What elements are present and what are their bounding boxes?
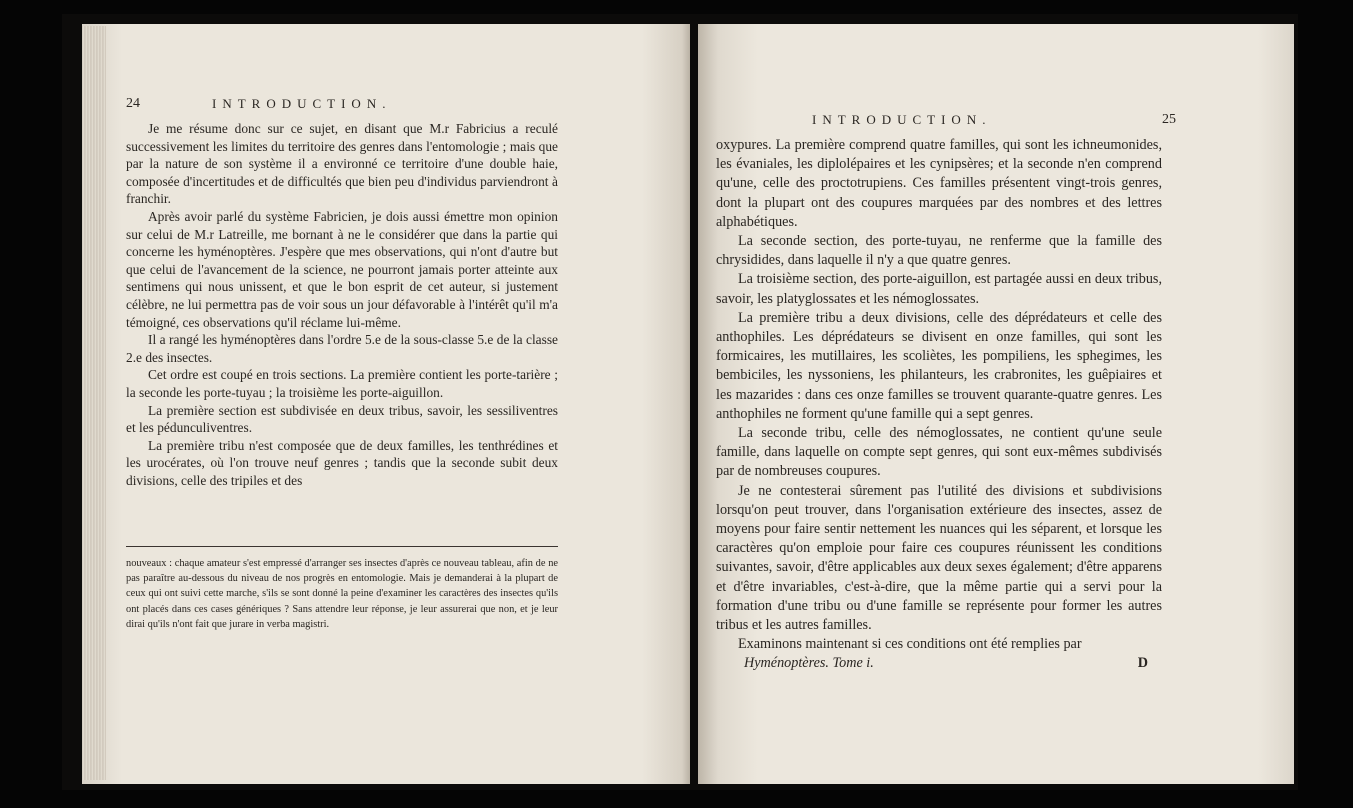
paragraph: La seconde tribu, celle des némoglossates, ne contient qu'une seule famille, dans laquelle on compte sept genres, qui sont eux-mêmes subdivisés par de nombreuses coupures. bbox=[716, 425, 1162, 480]
paragraph: La première tribu a deux divisions, celle des déprédateurs et celle des anthophiles. Les déprédateurs se divisent en onze familles, qui sont les formicaires, les mutillaires, les scoliètes, les pompiliens, les sphegimes, les bembiciles, les nyssoniens, les philanteurs, les crabronites, les guêpiaires et les mazarides : dans ces onze familles se trouvent quarante-quatre genres. Les anthophiles ne forment qu'une famille qui a sept genres. bbox=[716, 309, 1162, 422]
paragraph: Je me résume donc sur ce sujet, en disant que M.r Fabricius a reculé successivement les limites du territoire des genres dans l'entomologie ; mais que par la nature de son système il a environné ce territoire d'une double haie, composée d'incertitudes et de difficultés que bien peu d'individus parviendront à franchir. bbox=[126, 121, 558, 207]
paragraph: Il a rangé les hyménoptères dans l'ordre 5.e de la sous-classe 5.e de la classe 2.e des insectes. bbox=[126, 332, 558, 365]
left-head-title: INTRODUCTION. bbox=[212, 96, 392, 111]
right-body-text bbox=[716, 136, 1162, 674]
signature-text: Hyménoptères. Tome i. bbox=[744, 655, 874, 672]
paragraph: Je ne contesterai sûrement pas l'utilité des divisions et subdivisions lorsqu'on peut trouver, dans l'organisation extérieure des insectes, assez de moyens pour faire sentir nettement les nuances qui les séparent, et lorsque les caractères qu'on emploie pour faire ces coupures réunissent les conditions suivantes, savoir, d'être applicables aux deux sexes également; d'être apparens et d'être invariables, c'est-à-dire, que la même partie qui a servi pour la formation d'une tribu ou d'une famille se représente pour former les autres tribus et les autres familles. bbox=[716, 482, 1162, 634]
right-head-title: INTRODUCTION. bbox=[812, 112, 992, 127]
signature-line bbox=[716, 654, 1162, 674]
left-body-text bbox=[126, 120, 558, 489]
paragraph: La première tribu n'est composée que de deux familles, les tenthrédines et les urocérates, où l'on trouve neuf genres ; tandis que la seconde subit deux divisions, celle des tripiles et des bbox=[126, 437, 558, 488]
footnote: nouveaux : chaque amateur s'est empressé d'arranger ses insectes d'après ce nouveau tableau, afin de ne pas paraître au-dessous du niveau de nos progrès en entomologie. Mais je demanderai à la plupart de ceux qui ont suivi cette marche, s'ils se sont donné la peine d'examiner les caractères des insectes qu'ils ont placés dans ces cases génériques ? Sans attendre leur réponse, je leur assurerai que non, et je leur dirai qu'ils n'ont fait que jurare in verba magistri. bbox=[126, 558, 558, 630]
page-edges bbox=[82, 26, 106, 780]
right-page-content bbox=[716, 112, 1176, 672]
left-page-number: 24 bbox=[126, 96, 140, 111]
paragraph: La première section est subdivisée en deux tribus, savoir, les sessiliventres et les pédunculiventres. bbox=[126, 402, 558, 436]
paragraph: Cet ordre est coupé en trois sections. La première contient les porte-tarière ; la seconde les porte-tuyau ; la troisième les porte-aiguillon. bbox=[126, 367, 558, 400]
footnote-rule bbox=[126, 546, 558, 547]
paragraph: La seconde section, des porte-tuyau, ne renferme que la famille des chrysidides, dans laquelle il n'y a que quatre genres. bbox=[716, 233, 1162, 269]
left-running-head bbox=[126, 96, 580, 114]
paragraph: La troisième section, des porte-aiguillon, est partagée aussi en deux tribus, savoir, les platyglossates et les némoglossates. bbox=[716, 271, 1162, 307]
paragraph: Examinons maintenant si ces conditions ont été remplies par bbox=[738, 636, 1082, 653]
signature-mark: D bbox=[1137, 655, 1148, 672]
right-running-head bbox=[722, 112, 1176, 130]
paragraph: Après avoir parlé du système Fabricien, je dois aussi émettre mon opinion sur celui de M.r Latreille, me bornant à ne le considérer que dans la partie qui concerne les hyménoptères. J'espère que mes observations, qui n'ont d'autre but que celui de l'avancement de la science, ne pourront jamais porter atteinte aux sentimens qui nous unissent, et que le bon esprit de cet auteur, si justement célèbre, ne lui permettra pas de voir sous un jour défavorable à l'intérêt qu'il m'a témoigné, ces observations qu'il réclame lui-même. bbox=[126, 208, 558, 330]
paragraph: oxypures. La première comprend quatre familles, qui sont les ichneumonides, les évaniales, les diplolépaires et les cynipsères; et la seconde n'en comprend qu'une, celle des proctotrupiens. Ces familles présentent vingt-trois genres, dont la plupart ont des coupures marquées par des nombres et des lettres alphabétiques. bbox=[716, 137, 1162, 230]
left-page-content bbox=[126, 96, 580, 630]
right-page-number: 25 bbox=[1162, 112, 1176, 127]
